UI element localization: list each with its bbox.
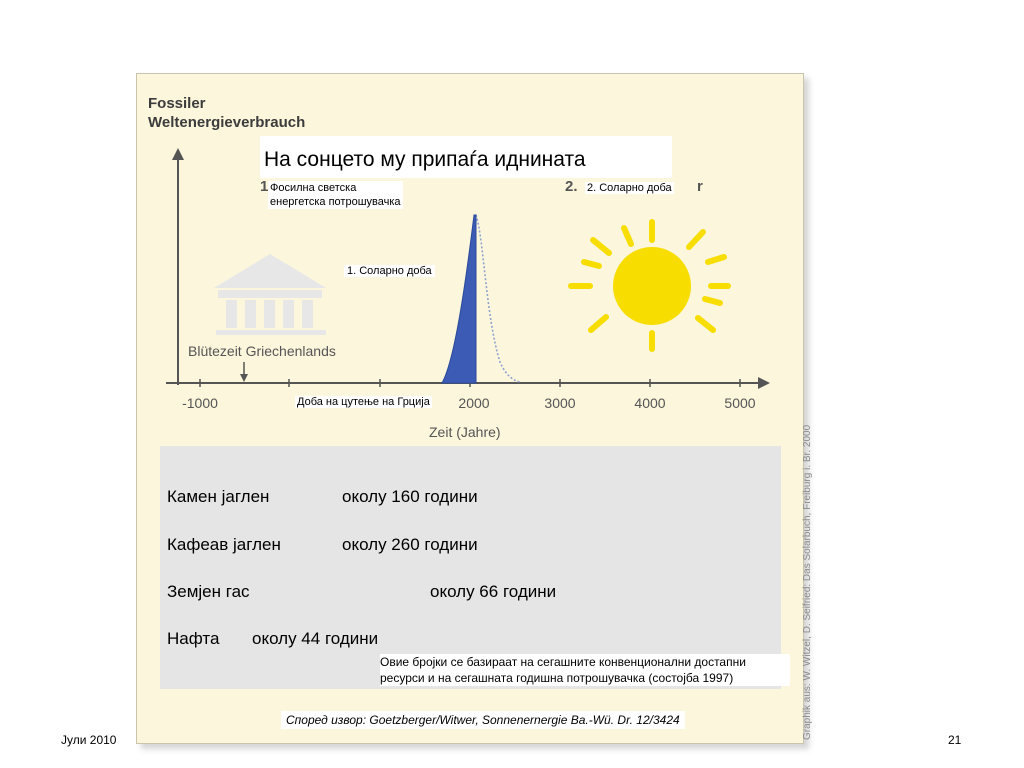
reserve-resource: Земјен гас (167, 582, 250, 601)
fossil-consumption-peak (442, 215, 476, 383)
greece-bloom-label: Доба на цутење на Грција (297, 396, 430, 408)
marker-2-suffix: r (697, 178, 703, 195)
reserve-duration: околу 44 години (252, 629, 379, 648)
figure-title-line2: Weltenergieverbrauch (148, 114, 306, 131)
tick-label-minus1000: -1000 (182, 395, 218, 411)
footer-date: Јули 2010 (61, 733, 117, 747)
greece-annotation: Blütezeit Griechenlands (188, 343, 336, 359)
solar-age-2-label: 2. Соларно доба (587, 182, 672, 194)
x-axis-label: Zeit (Jahre) (429, 424, 501, 440)
y-axis-arrow (172, 148, 184, 160)
reserves-box (160, 446, 781, 689)
reserve-duration: околу 66 години (430, 582, 557, 601)
reserve-resource: Кафеав јаглен (167, 535, 281, 554)
reserves-note: Овие бројки се базираат на сегашните конвенционални достапни ресурси и на сегашната годишна потрошувачка (состојба 1997) (380, 654, 790, 686)
source-citation: Според извор: Goetzberger/Witwer, Sonnenernergie Ba.-Wü. Dr. 12/3424 (281, 711, 685, 729)
sun-icon (571, 222, 728, 349)
reserve-duration: околу 160 години (342, 487, 478, 506)
graphic-credit: Graphik aus: W. Witzel, D. Seifried: Das Solarbuch, Freiburg i. Br. 2000 (802, 424, 813, 740)
fossil-consumption-label (268, 181, 403, 209)
fossil-consumption-label-line1: Фосилна светска (270, 182, 357, 194)
reserve-duration: околу 260 години (342, 535, 478, 554)
marker-1: 1 (260, 178, 269, 195)
tick-label-2000: 2000 (458, 395, 490, 411)
greek-temple-icon (214, 254, 326, 335)
tick-label-5000: 5000 (724, 395, 756, 411)
tick-label-3000: 3000 (544, 395, 576, 411)
marker-2: 2. (565, 178, 578, 195)
tick-label-4000: 4000 (634, 395, 666, 411)
slide-headline: На сонцето му припаѓа иднината (260, 136, 672, 178)
greece-arrow-head (240, 374, 248, 382)
fossil-consumption-label-line2: енергетска потрошувачка (270, 196, 401, 208)
x-axis-arrow (758, 377, 770, 389)
solar-age-1-label: 1. Соларно доба (344, 265, 435, 277)
projected-consumption-curve (476, 215, 520, 382)
figure-title-line1: Fossiler (148, 95, 206, 112)
page-number: 21 (948, 733, 962, 747)
reserve-resource: Камен јаглен (167, 487, 270, 506)
reserve-resource: Нафта (167, 629, 220, 648)
